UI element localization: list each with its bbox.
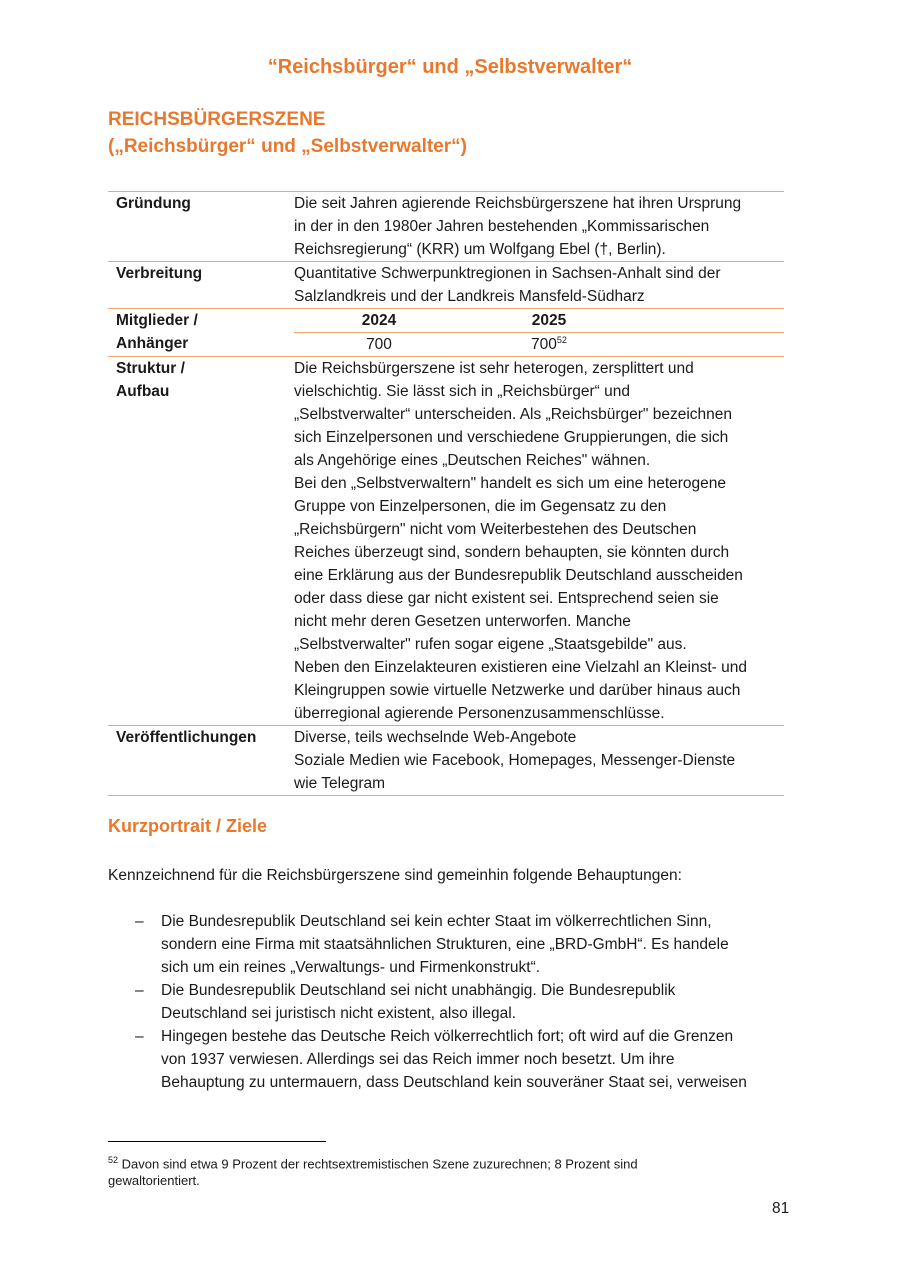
row-label-line-2: Anhänger — [116, 335, 189, 352]
table-row-struktur — [108, 357, 784, 726]
text-line: Deutschland sei juristisch nicht existent, also illegal. — [161, 1005, 516, 1022]
text-line: Quantitative Schwerpunktregionen in Sachsen-Anhalt sind der — [294, 265, 721, 282]
member-count-grid — [294, 309, 784, 356]
text-line: Soziale Medien wie Facebook, Homepages, Messenger-Dienste — [294, 752, 736, 769]
text-line: oder dass diese gar nicht existent sei. Entsprechend seien sie — [294, 590, 719, 607]
text-line: Bei den „Selbstverwaltern" handelt es sich um eine heterogene — [294, 475, 727, 492]
intro-paragraph: Kennzeichnend für die Reichsbürgerszene sind gemeinhin folgende Behauptungen: — [108, 867, 682, 884]
footnote-line-1 — [108, 1152, 748, 1172]
text-line: Kleingruppen sowie virtuelle Netzwerke und darüber hinaus auch — [294, 682, 741, 699]
text-line: „Reichsbürgern" nicht vom Weiterbestehen des Deutschen — [294, 521, 697, 538]
text-line: in der in den 1980er Jahren bestehenden „Kommissarischen — [294, 218, 710, 235]
kurzportrait-heading: Kurzportrait / Ziele — [108, 816, 268, 836]
text-line: Neben den Einzelakteuren existieren eine Vielzahl an Kleinst- und — [294, 659, 747, 676]
text-line: vielschichtig. Sie lässt sich in „Reichsbürger“ und — [294, 383, 630, 400]
row-label: Verbreitung — [116, 265, 203, 282]
row-label: Gründung — [116, 195, 191, 212]
text-line: „Selbstverwalter“ unterscheiden. Als „Reichsbürger" bezeichnen — [294, 406, 732, 423]
text-line: von 1937 verwiesen. Allerdings sei das Reich immer noch besetzt. Um ihre — [161, 1051, 675, 1068]
text-line: Die seit Jahren agierende Reichsbürgerszene hat ihren Ursprung — [294, 195, 742, 212]
row-label-line-1: Struktur / — [116, 360, 185, 377]
footnote-text: Davon sind etwa 9 Prozent der rechtsextremistischen Szene zuzurechnen; 8 Prozent sind — [118, 1156, 638, 1172]
dash-bullet: – — [135, 982, 144, 999]
text-line: sich Einzelpersonen und verschiedene Gruppierungen, die sich — [294, 429, 729, 446]
section-title — [108, 106, 467, 160]
text-line: Behauptung zu untermauern, dass Deutschland kein souveräner Staat sei, verweisen — [161, 1074, 747, 1091]
text-line: „Selbstverwalter" rufen sogar eigene „Staatsgebilde" aus. — [294, 636, 687, 653]
row-label — [108, 357, 286, 726]
text-line: Hingegen bestehe das Deutsche Reich völkerrechtlich fort; oft wird auf die Grenzen — [161, 1028, 734, 1045]
dash-bullet: – — [135, 1028, 144, 1045]
text-line: überregional agierende Personenzusammenschlüsse. — [294, 705, 665, 722]
year-header: 2025 — [531, 312, 567, 329]
list-item — [108, 1025, 798, 1094]
table-row-mitglieder — [108, 309, 784, 357]
table-row-verbreitung — [108, 262, 784, 309]
text-line: Die Bundesrepublik Deutschland sei nicht unabhängig. Die Bundesrepublik — [161, 982, 676, 999]
row-value — [286, 357, 784, 726]
text-line: nicht mehr deren Gesetzen unterworfen. Manche — [294, 613, 631, 630]
row-label-line-1: Mitglieder / — [116, 312, 198, 329]
running-header: “Reichsbürger“ und „Selbstverwalter“ — [267, 56, 633, 78]
member-count: 700 — [366, 336, 392, 353]
text-line: sich um ein reines „Verwaltungs- und Firmenkonstrukt“. — [161, 959, 541, 976]
row-label — [108, 309, 286, 357]
list-item — [108, 979, 798, 1025]
row-label-line-2: Aufbau — [116, 383, 170, 400]
footnote — [108, 1152, 748, 1189]
footnote-ref: 52 — [556, 334, 567, 345]
text-line: Die Reichsbürgerszene ist sehr heterogen, zersplittert und — [294, 360, 694, 377]
claims-list — [108, 910, 798, 1094]
table-row-gruendung — [108, 192, 784, 262]
page-number: 81 — [772, 1200, 790, 1217]
member-count — [464, 333, 634, 356]
row-label: Veröffentlichungen — [116, 729, 257, 746]
text-line: sondern eine Firma mit staatsähnlichen Strukturen, eine „BRD-GmbH“. Es handele — [161, 936, 729, 953]
row-value — [286, 309, 784, 357]
table-row-veroeffentlichungen — [108, 726, 784, 796]
footnote-separator — [108, 1141, 326, 1142]
footnote-line-2: gewaltorientiert. — [108, 1173, 200, 1189]
text-line: Gruppe von Einzelpersonen, die im Gegensatz zu den — [294, 498, 667, 515]
section-title-line-1: REICHSBÜRGERSZENE — [108, 109, 326, 130]
year-header-row — [294, 309, 784, 333]
dash-bullet: – — [135, 913, 144, 930]
year-header: 2024 — [361, 312, 397, 329]
text-line: Salzlandkreis und der Landkreis Mansfeld-Südharz — [294, 288, 645, 305]
row-value — [286, 726, 784, 796]
text-line: Diverse, teils wechselnde Web-Angebote — [294, 729, 577, 746]
row-value — [286, 262, 784, 309]
text-line: als Angehörige eines „Deutschen Reiches" wähnen. — [294, 452, 651, 469]
year-value-row — [294, 333, 784, 356]
member-count-value: 700 — [531, 336, 557, 353]
section-title-line-2: („Reichsbürger“ und „Selbstverwalter“) — [108, 136, 467, 157]
footnote-number: 52 — [108, 1155, 119, 1165]
text-line: Reichsregierung“ (KRR) um Wolfgang Ebel (†, Berlin). — [294, 241, 666, 258]
text-line: eine Erklärung aus der Bundesrepublik Deutschland ausscheiden — [294, 567, 743, 584]
facts-table — [108, 191, 784, 796]
list-item — [108, 910, 798, 979]
row-value — [286, 192, 784, 262]
text-line: Die Bundesrepublik Deutschland sei kein echter Staat im völkerrechtlichen Sinn, — [161, 913, 712, 930]
text-line: wie Telegram — [294, 775, 386, 792]
text-line: Reiches überzeugt sind, sondern behaupten, sie könnten durch — [294, 544, 730, 561]
